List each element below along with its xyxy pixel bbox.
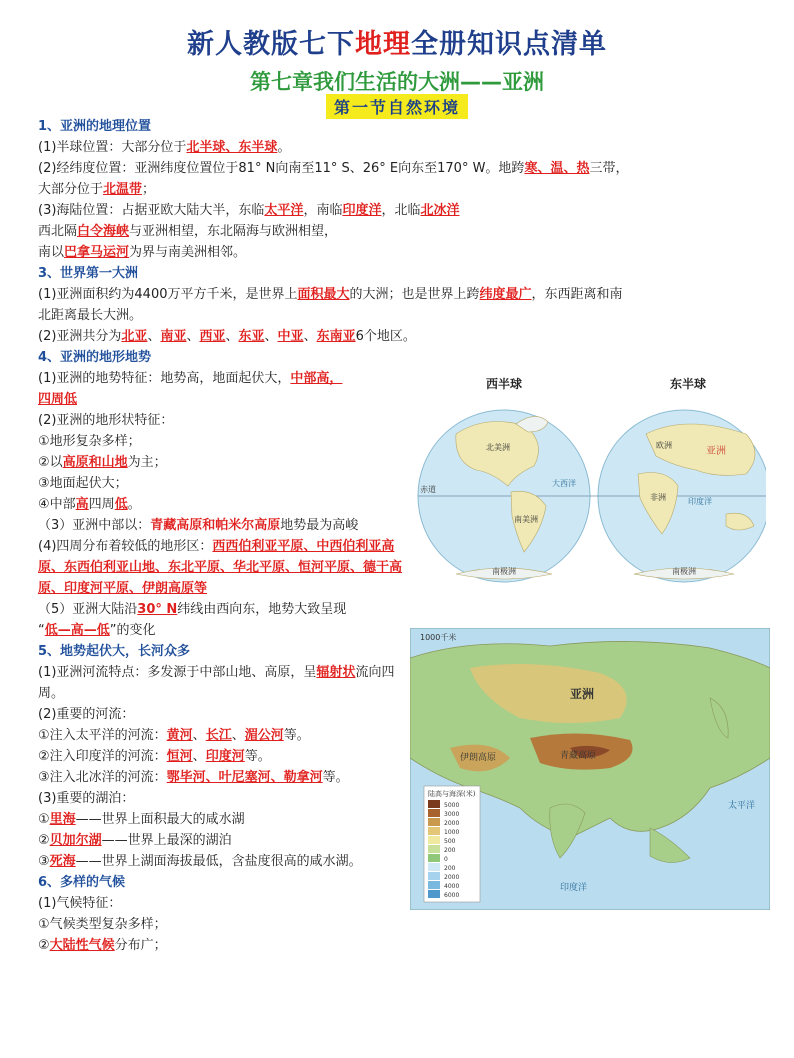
asia-terrain-map (410, 628, 770, 910)
heading-1: 1、亚洲的地理位置 (38, 119, 152, 134)
text-line: ②注入印度洋的河流：恒河、印度河等。 (38, 749, 271, 764)
text-line: (3)重要的湖泊： (38, 791, 135, 806)
text-line: ①地形复杂多样； (38, 434, 141, 449)
text-line: ②大陆性气候分布广； (38, 938, 167, 953)
map-label: 南极洲 (492, 567, 516, 576)
svg-text:2000: 2000 (444, 874, 460, 881)
west-hemisphere-title: 西半球 (485, 377, 523, 391)
elevation-legend (424, 786, 480, 902)
map-label: 非洲 (650, 493, 666, 502)
text-line: (3)海陆位置：占据亚欧大陆大半，东临太平洋，南临印度洋，北临北冰洋 (38, 203, 460, 218)
text-line: “低—高—低”的变化 (38, 623, 156, 638)
chapter-title: 第七章我们生活的大洲——亚洲 (250, 70, 544, 94)
text-line: ③死海——世界上湖面海拔最低，含盐度很高的咸水湖。 (38, 854, 362, 869)
map-label: 伊朗高原 (460, 753, 497, 763)
text-line: ②贝加尔湖——世界上最深的湖泊 (38, 833, 232, 848)
svg-text:4000: 4000 (444, 883, 460, 890)
text-line: ③注入北冰洋的河流：鄂毕河、叶尼塞河、勒拿河等。 (38, 770, 349, 785)
text-line: 西北隔白令海峡与亚洲相望，东北隔海与欧洲相望， (38, 224, 338, 239)
east-hemisphere-title: 东半球 (669, 377, 707, 391)
heading-4: 4、亚洲的地形地势 (38, 350, 152, 365)
map-label: 北美洲 (486, 443, 510, 452)
legend-title: 陆高与海深(米) (428, 790, 476, 798)
map-label: 印度洋 (560, 883, 588, 893)
title-part3: 全册知识点清单 (411, 29, 607, 60)
text-line: (4)四周分布着较低的地形区：西西伯利亚平原、中西伯利亚高原、东西伯利亚山地、东北平原、华北平原、恒河平原、德干高原、印度河平原、伊朗高原等 (38, 539, 403, 596)
heading-3: 3、世界第一大洲 (38, 266, 139, 281)
svg-text:5000: 5000 (444, 802, 460, 809)
text-line: ③地面起伏大； (38, 476, 128, 491)
text-line: (2)亚洲的地形状特征： (38, 413, 174, 428)
map-scale: 1000千米 (420, 633, 457, 642)
svg-text:3000: 3000 (444, 811, 460, 818)
map-label: 大西洋 (552, 479, 576, 488)
svg-text:200: 200 (444, 847, 456, 854)
document-title (0, 22, 794, 61)
heading-6: 6、多样的气候 (38, 875, 126, 890)
hemispheres-map (416, 374, 766, 610)
map-label: 青藏高原 (560, 751, 597, 761)
text-line: 南以巴拿马运河为界与南美洲相邻。 (38, 245, 247, 260)
hemispheres-map-svg (416, 374, 766, 610)
svg-text:0: 0 (444, 856, 448, 863)
text-line: （3）亚洲中部以：青藏高原和帕米尔高原地势最为高峻 (38, 518, 359, 533)
text-line: (1)亚洲河流特点：多发源于中部山地、高原，呈辐射状流向四周。 (38, 665, 395, 701)
map-label: 欧洲 (656, 441, 672, 450)
section-title: 第一节自然环境 (326, 94, 468, 119)
text-line: (1)亚洲面积约为4400万平方千米，是世界上面积最大的大洲；也是世界上跨纬度最广，东西距离和南 (38, 287, 623, 302)
map-label: 印度洋 (688, 497, 712, 506)
text-line: 北距离最长大洲。 (38, 308, 143, 323)
text-line: ④中部高四周低。 (38, 497, 141, 512)
text-line: （5）亚洲大陆沿30° N纬线由西向东，地势大致呈现 (38, 602, 347, 617)
asia-terrain-map-svg (410, 628, 770, 910)
heading-5: 5、地势起伏大，长河众多 (38, 644, 191, 659)
text-line: (2)经纬度位置：亚洲纬度位置位于81° N向南至11° S、26° E向东至170° W。地跨寒、温、热三带， (38, 161, 629, 176)
map-label: 亚洲 (706, 446, 726, 457)
text-line: ①注入太平洋的河流：黄河、长江、湄公河等。 (38, 728, 310, 743)
text-line: (1)气候特征： (38, 896, 122, 911)
text-line: ①气候类型复杂多样； (38, 917, 167, 932)
svg-text:500: 500 (444, 838, 456, 845)
map-label: 南极洲 (672, 567, 696, 576)
map-label: 太平洋 (728, 801, 756, 811)
svg-text:200: 200 (444, 865, 456, 872)
text-line: (1)亚洲的地势特征：地势高，地面起伏大，中部高， (38, 371, 343, 386)
svg-text:6000: 6000 (444, 892, 460, 899)
map-label: 赤道 (420, 485, 436, 494)
text-line: ①里海——世界上面积最大的咸水湖 (38, 812, 245, 827)
text-line: 大部分位于北温带； (38, 182, 156, 197)
title-part2: 地理 (355, 29, 411, 60)
map-label: 亚洲 (570, 687, 595, 701)
text-line: ②以高原和山地为主； (38, 455, 167, 470)
title-part1: 新人教版七下 (187, 29, 355, 60)
text-line: (1)半球位置：大部分位于北半球、东半球。 (38, 140, 291, 155)
map-label: 南美洲 (514, 515, 538, 524)
svg-text:1000: 1000 (444, 829, 460, 836)
text-line: (2)亚洲共分为北亚、南亚、西亚、东亚、中亚、东南亚6个地区。 (38, 329, 416, 344)
svg-text:2000: 2000 (444, 820, 460, 827)
text-line: 四周低 (38, 392, 78, 407)
text-line: (2)重要的河流： (38, 707, 135, 722)
